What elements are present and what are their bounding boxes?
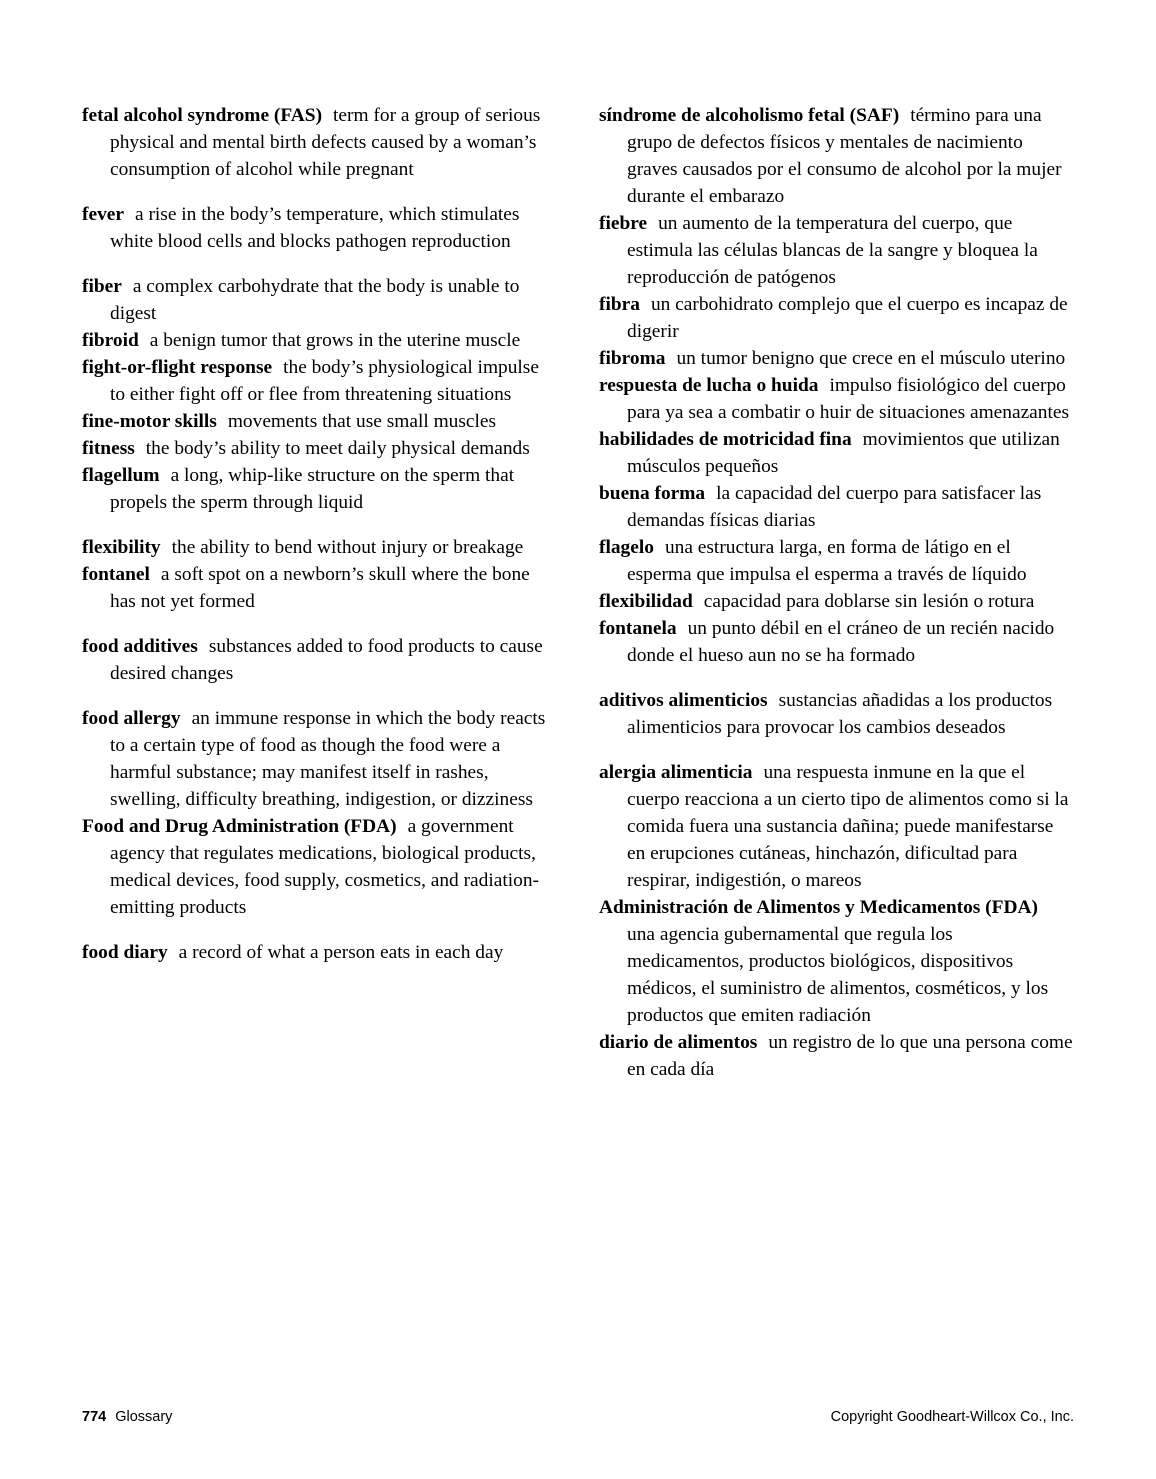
glossary-entry	[82, 273, 557, 327]
glossary-entry	[599, 210, 1074, 291]
glossary-term: Food and Drug Administration (FDA)	[82, 816, 397, 837]
glossary-entry	[82, 534, 557, 561]
glossary-definition: un tumor benigno que crece en el músculo uterino	[676, 348, 1066, 369]
glossary-definition: impulso fisiológico del cuerpo para ya sea a combatir o huir de situaciones amenazantes	[627, 375, 1070, 423]
glossary-term: food additives	[82, 636, 198, 657]
glossary-term: flagellum	[82, 465, 160, 486]
glossary-column-spanish	[599, 84, 1074, 1083]
glossary-term: diario de alimentos	[599, 1032, 758, 1053]
glossary-entry	[82, 354, 557, 408]
glossary-term: fever	[82, 204, 124, 225]
glossary-definition: the ability to bend without injury or breakage	[171, 537, 524, 558]
glossary-definition: a rise in the body’s temperature, which stimulates white blood cells and blocks pathogen reproduction	[110, 204, 520, 252]
copyright-notice: Copyright Goodheart-Willcox Co., Inc.	[830, 1409, 1074, 1425]
glossary-entry	[599, 615, 1074, 669]
glossary-definition: sustancias añadidas a los productos alimenticios para provocar los cambios deseados	[627, 690, 1053, 738]
glossary-definition: a benign tumor that grows in the uterine muscle	[149, 330, 521, 351]
glossary-definition: una respuesta inmune en la que el cuerpo reacciona a un cierto tipo de alimentos como si la comida fuera una sustancia dañina; puede manifestarse en erupciones cutáneas, hinchazón, dificultad para respirar, indigestión, o mareos	[627, 762, 1069, 891]
glossary-term: aditivos alimenticios	[599, 690, 768, 711]
glossary-term: flexibilidad	[599, 591, 693, 612]
glossary-definition: capacidad para doblarse sin lesión o rotura	[703, 591, 1035, 612]
glossary-term: flagelo	[599, 537, 654, 558]
page-section-label: Glossary	[115, 1409, 173, 1425]
glossary-term: fight-or-flight response	[82, 357, 273, 378]
glossary-definition: a record of what a person eats in each day	[178, 942, 504, 963]
glossary-term: Administración de Alimentos y Medicamentos (FDA)	[599, 897, 1038, 918]
glossary-term: food diary	[82, 942, 168, 963]
glossary-entry	[82, 813, 557, 921]
glossary-entry	[599, 372, 1074, 426]
glossary-entry	[82, 327, 557, 354]
glossary-term: fiebre	[599, 213, 648, 234]
glossary-column-english	[82, 84, 557, 1083]
glossary-term: habilidades de motricidad fina	[599, 429, 852, 450]
glossary-term: fiber	[82, 276, 122, 297]
glossary-term: alergia alimenticia	[599, 762, 753, 783]
glossary-definition: movements that use small muscles	[227, 411, 497, 432]
footer-left	[82, 1409, 172, 1425]
glossary-definition: a soft spot on a newborn’s skull where the bone has not yet formed	[110, 564, 530, 612]
glossary-definition: una estructura larga, en forma de látigo en el esperma que impulsa el esperma a través de líquido	[627, 537, 1027, 585]
glossary-term: fontanela	[599, 618, 677, 639]
glossary-entry	[82, 408, 557, 435]
glossary-definition: a complex carbohydrate that the body is unable to digest	[110, 276, 520, 324]
glossary-entry	[599, 480, 1074, 534]
glossary-term: food allergy	[82, 708, 181, 729]
glossary-term: fibroid	[82, 330, 139, 351]
glossary-definition: una agencia gubernamental que regula los medicamentos, productos biológicos, dispositivos médicos, el suministro de alimentos, cosméticos, y los productos que emiten radiación	[627, 924, 1049, 1026]
glossary-entry	[599, 534, 1074, 588]
glossary-definition: un registro de lo que una persona come en cada día	[627, 1032, 1073, 1080]
glossary-definition: movimientos que utilizan músculos pequeños	[627, 429, 1060, 477]
glossary-term: fibra	[599, 294, 640, 315]
glossary-entry	[599, 102, 1074, 210]
glossary-columns	[82, 84, 1074, 1083]
glossary-definition: un punto débil en el cráneo de un recién nacido donde el hueso aun no se ha formado	[627, 618, 1055, 666]
page-footer	[82, 1409, 1074, 1431]
glossary-entry	[599, 426, 1074, 480]
glossary-entry	[82, 633, 557, 687]
glossary-entry	[82, 705, 557, 813]
glossary-definition: substances added to food products to cause desired changes	[110, 636, 543, 684]
glossary-term: buena forma	[599, 483, 706, 504]
glossary-term: fontanel	[82, 564, 150, 585]
glossary-definition: the body’s ability to meet daily physical demands	[145, 438, 530, 459]
glossary-term: fine-motor skills	[82, 411, 217, 432]
glossary-entry	[82, 435, 557, 462]
glossary-entry	[599, 687, 1074, 741]
glossary-entry	[82, 102, 557, 183]
glossary-entry	[599, 345, 1074, 372]
glossary-entry	[82, 201, 557, 255]
page-number: 774	[82, 1409, 107, 1425]
glossary-term: flexibility	[82, 537, 161, 558]
glossary-entry	[599, 894, 1074, 1029]
glossary-entry	[82, 561, 557, 615]
glossary-definition: term for a group of serious physical and mental birth defects caused by a woman’s consumption of alcohol while pregnant	[110, 105, 541, 180]
glossary-term: fetal alcohol syndrome (FAS)	[82, 105, 323, 126]
glossary-term: fitness	[82, 438, 135, 459]
glossary-definition: un carbohidrato complejo que el cuerpo es incapaz de digerir	[627, 294, 1068, 342]
glossary-definition: un aumento de la temperatura del cuerpo, que estimula las células blancas de la sangre y bloquea la reproducción de patógenos	[627, 213, 1038, 288]
glossary-entry	[599, 588, 1074, 615]
glossary-definition: a government agency that regulates medications, biological products, medical devices, food supply, cosmetics, and radiation-emitting products	[110, 816, 539, 918]
glossary-definition: la capacidad del cuerpo para satisfacer las demandas físicas diarias	[627, 483, 1042, 531]
glossary-definition: a long, whip-like structure on the sperm that propels the sperm through liquid	[110, 465, 515, 513]
glossary-definition: término para una grupo de defectos físicos y mentales de nacimiento graves causados por el consumo de alcohol por la mujer durante el embarazo	[627, 105, 1062, 207]
glossary-entry	[82, 462, 557, 516]
glossary-entry	[599, 1029, 1074, 1083]
glossary-entry	[599, 759, 1074, 894]
glossary-entry	[82, 939, 557, 966]
glossary-definition: an immune response in which the body reacts to a certain type of food as though the food were a harmful substance; may manifest itself in rashes, swelling, difficulty breathing, indigestion, or dizziness	[110, 708, 546, 810]
glossary-term: síndrome de alcoholismo fetal (SAF)	[599, 105, 900, 126]
glossary-term: fibroma	[599, 348, 666, 369]
glossary-term: respuesta de lucha o huida	[599, 375, 819, 396]
glossary-definition: the body’s physiological impulse to either fight off or flee from threatening situations	[110, 357, 539, 405]
glossary-entry	[599, 291, 1074, 345]
